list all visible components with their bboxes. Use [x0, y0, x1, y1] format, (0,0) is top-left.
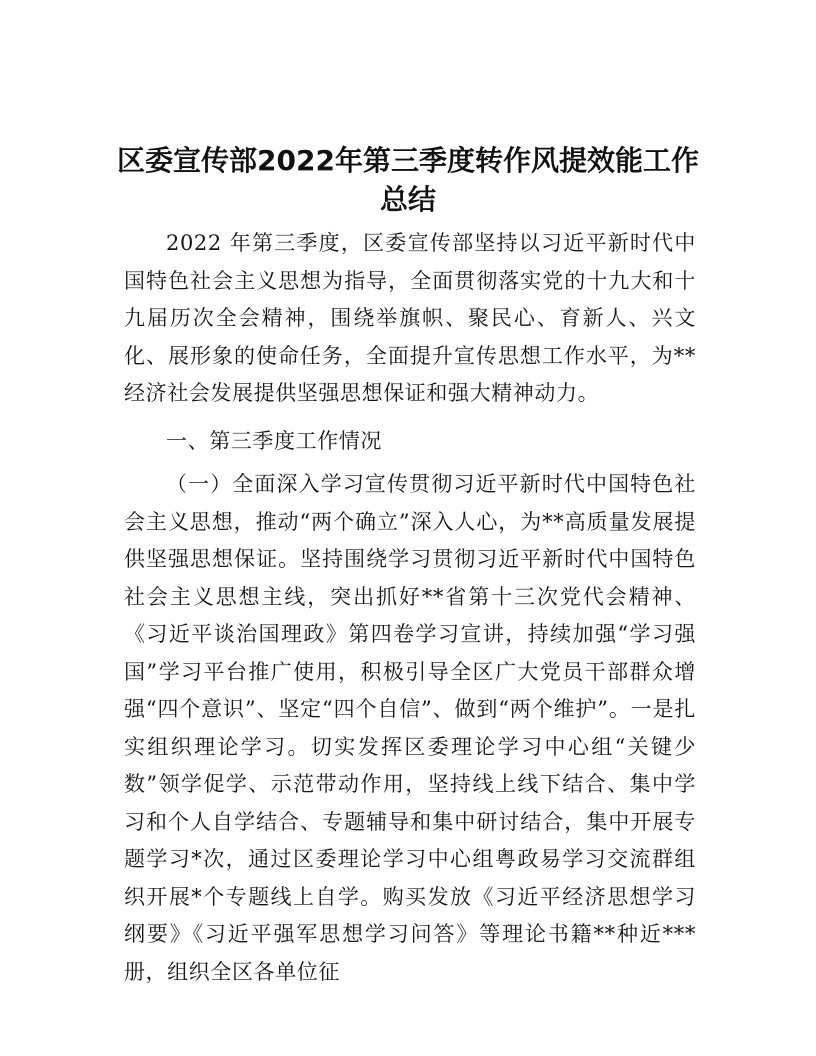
body-paragraph: （一）全面深入学习宣传贯彻习近平新时代中国特色社会主义思想，推动“两个确立”深入人心，为**高质量发展提供坚强思想保证。坚持围绕学习贯彻习近平新时代中国特色社会主义思想主线，突出抓好**省第十三次党代会精神、《习近平谈治国理政》第四卷学习宣讲，持续加强“学习强国”学习平台推广使用，积极引导全区广大党员干部群众增强“四个意识”、坚定“四个自信”、做到“两个维护”。一是扎实组织理论学习。切实发挥区委理论学习中心组“关键少数”领学促学、示范带动作用，坚持线上线下结合、集中学习和个人自学结合、专题辅导和集中研讨结合，集中开展专题学习*次，通过区委理论学习中心组粤政易学习交流群组织开展*个专题线上自学。购买发放《习近平经济思想学习纲要》《习近平强军思想学习问答》等理论书籍**种近***册，组织全区各单位征 — [124, 472, 696, 984]
intro-paragraph: 2022 年第三季度，区委宣传部坚持以习近平新时代中国特色社会主义思想为指导，全面贯彻落实党的十九大和十九届历次全会精神，围绕举旗帜、聚民心、育新人、兴文化、展形象的使命任务，全面提升宣传思想工作水平，为**经济社会发展提供坚强思想保证和强大精神动力。 — [124, 231, 696, 405]
document-title-line-1: 区委宣传部2022年第三季度转作风提效能工作 — [117, 144, 699, 177]
section-heading: 一、第三季度工作情况 — [166, 429, 382, 453]
document-title-line-2: 总结 — [379, 183, 436, 216]
